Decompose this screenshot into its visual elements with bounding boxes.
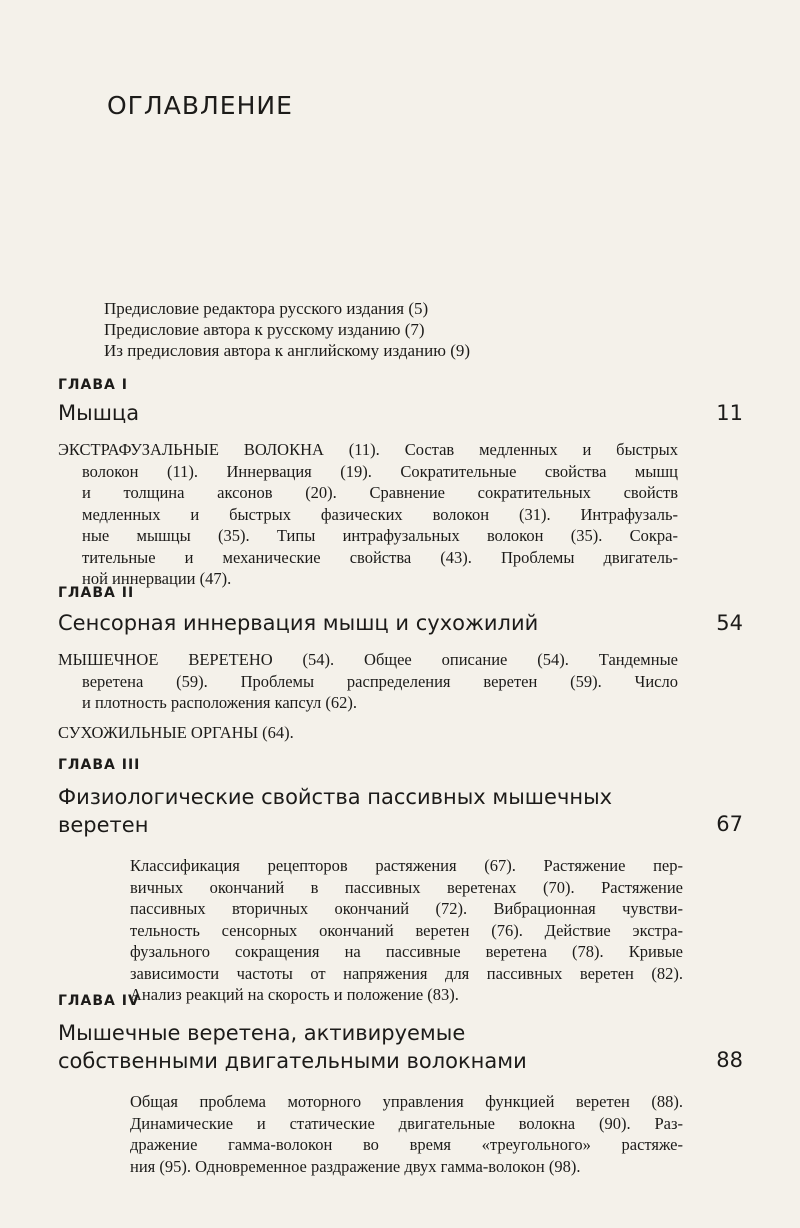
contents-line: Классификация рецепторов растяжения (67). Растяжение пер- — [130, 856, 683, 875]
contents-line: ной иннервации (47). — [82, 569, 232, 588]
chapter-page-number: 88 — [716, 1048, 743, 1072]
contents-line: зависимости частоты от напряжения для пассивных веретен (82). — [130, 963, 683, 983]
chapter-contents — [130, 855, 683, 1006]
chapter-label: ГЛАВА II — [58, 585, 135, 601]
contents-line: фузального сокращения на пассивные веретена (78). Кривые — [130, 942, 683, 961]
chapter-4 — [58, 993, 743, 1177]
chapter-contents — [58, 722, 678, 744]
contents-line: пассивных вторичных окончаний (72). Вибрационная чувстви- — [130, 899, 683, 918]
contents-line: ния (95). Одновременное раздражение двух гамма-волокон (98). — [130, 1156, 581, 1176]
chapter-title-line: собственными двигательными волокнами — [58, 1049, 527, 1073]
chapter-title: Мышца — [58, 401, 140, 425]
contents-line: и плотность расположения капсул (62). — [82, 693, 357, 712]
contents-line: ные мышцы (35). Типы интрафузальных волокон (35). Сокра- — [82, 526, 678, 545]
contents-line: волокон (11). Иннервация (19). Сократительные свойства мышц — [82, 461, 678, 481]
contents-line: тельность сенсорных окончаний веретен (76). Действие экстра- — [130, 920, 683, 940]
chapter-title — [58, 1019, 527, 1075]
chapter-label: ГЛАВА IV — [58, 993, 140, 1009]
chapter-heading — [58, 1019, 743, 1075]
contents-line: тительные и механические свойства (43). Проблемы двигатель- — [82, 547, 678, 567]
chapter-contents — [58, 649, 678, 714]
chapter-2 — [58, 585, 743, 743]
preface-list — [104, 298, 704, 361]
chapter-page-number: 11 — [716, 401, 743, 425]
page-title: ОГЛАВЛЕНИЕ — [107, 90, 293, 120]
chapter-title-line: веретен — [58, 813, 149, 837]
contents-line: Динамические и статические двигательные волокна (90). Раз- — [130, 1113, 683, 1133]
chapter-label: ГЛАВА I — [58, 377, 128, 393]
contents-line: СУХОЖИЛЬНЫЕ ОРГАНЫ (64). — [58, 722, 294, 742]
preface-item: Предисловие автора к русскому изданию (7) — [104, 320, 425, 339]
chapter-3 — [58, 757, 743, 1006]
chapter-title: Сенсорная иннервация мышц и сухожилий — [58, 611, 539, 635]
chapter-page-number: 54 — [716, 611, 743, 635]
contents-line: дражение гамма-волокон во время «треугольного» растяже- — [130, 1135, 683, 1154]
chapter-label: ГЛАВА III — [58, 757, 141, 773]
contents-line: веретена (59). Проблемы распределения веретен (59). Число — [82, 671, 678, 691]
contents-line: Анализ реакций на скорость и положение (83). — [130, 985, 459, 1004]
chapter-title-line: Физиологические свойства пассивных мышечных — [58, 785, 613, 809]
chapter-heading — [58, 783, 743, 839]
contents-line: Общая проблема моторного управления функцией веретен (88). — [130, 1092, 683, 1111]
chapter-1 — [58, 377, 743, 590]
contents-line: вичных окончаний в пассивных веретенах (70). Растяжение — [130, 877, 683, 897]
contents-line: МЫШЕЧНОЕ ВЕРЕТЕНО (54). Общее описание (54). Тандемные — [58, 650, 678, 669]
preface-item: Предисловие редактора русского издания (5) — [104, 299, 429, 318]
contents-line: ЭКСТРАФУЗАЛЬНЫЕ ВОЛОКНА (11). Состав медленных и быстрых — [58, 440, 678, 459]
chapter-title — [58, 783, 612, 839]
chapter-contents — [58, 439, 678, 590]
contents-line: и толщина аксонов (20). Сравнение сократительных свойств — [82, 483, 678, 502]
chapter-heading — [58, 611, 743, 636]
chapter-title-line: Мышечные веретена, активируемые — [58, 1021, 466, 1045]
preface-item: Из предисловия автора к английскому изданию (9) — [104, 341, 471, 360]
chapter-heading — [58, 401, 743, 426]
chapter-page-number: 67 — [716, 812, 743, 836]
contents-line: медленных и быстрых фазических волокон (31). Интрафузаль- — [82, 504, 678, 524]
chapter-contents — [130, 1091, 683, 1177]
